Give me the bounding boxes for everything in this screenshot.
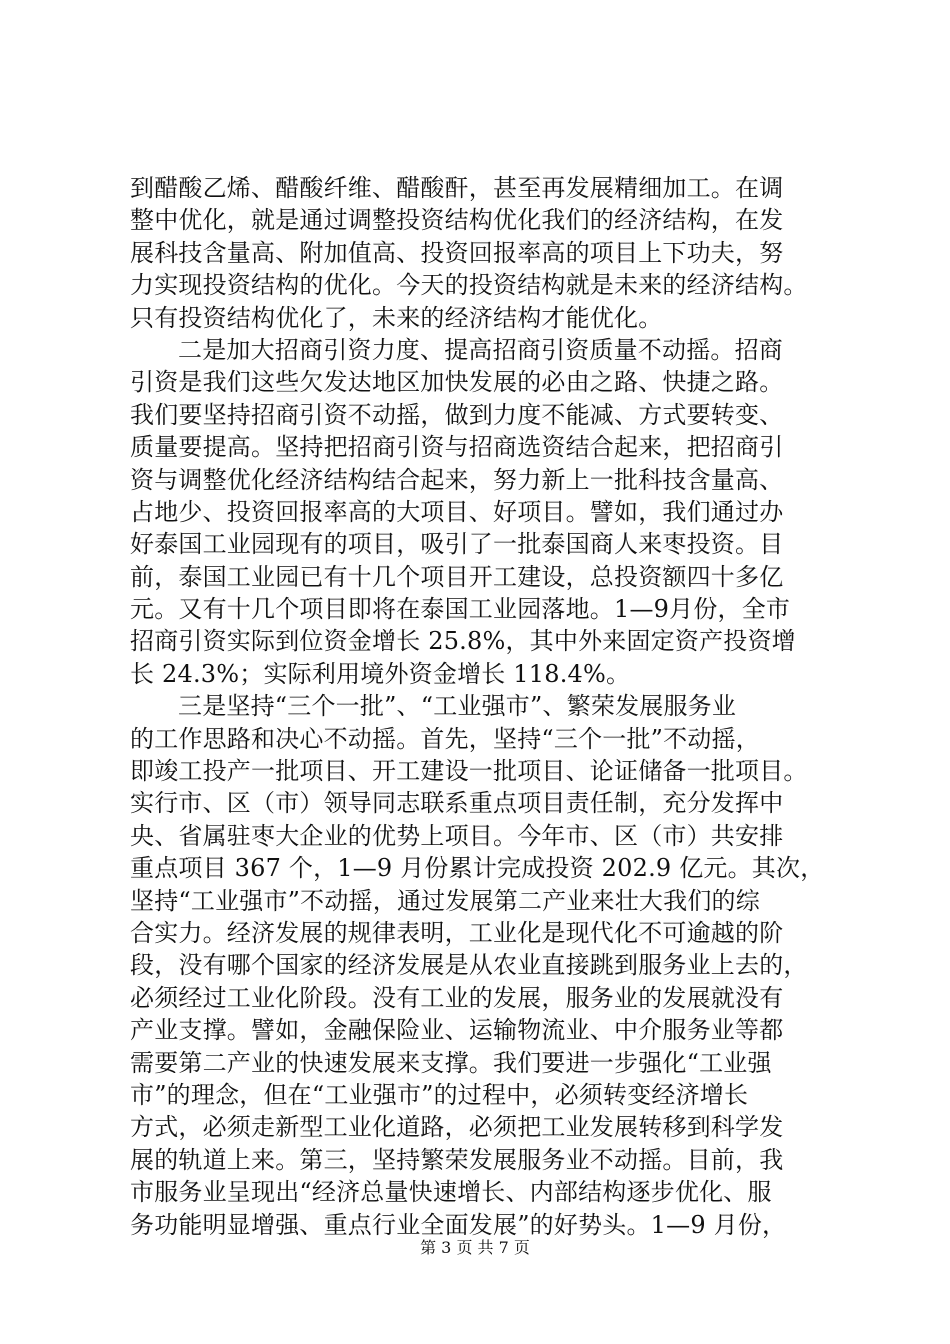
text-line: 合实力。经济发展的规律表明，工业化是现代化不可逾越的阶 bbox=[130, 918, 784, 947]
text-line: 力实现投资结构的优化。今天的投资结构就是未来的经济结构。 bbox=[130, 271, 808, 300]
text-line: 的工作思路和决心不动摇。首先，坚持“三个一批”不动摇， bbox=[130, 724, 760, 753]
text-line: 元。又有十几个项目即将在泰国工业园落地。1—9月份，全市 bbox=[130, 595, 791, 624]
text-line: 重点项目 367 个，1—9 月份累计完成投资 202.9 亿元。其次， bbox=[130, 854, 825, 883]
text-line: 展的轨道上来。第三，坚持繁荣发展服务业不动摇。目前，我 bbox=[130, 1145, 784, 1174]
text-line: 坚持“工业强市”不动摇，通过发展第二产业来壮大我们的综 bbox=[130, 886, 760, 915]
text-line: 到醋酸乙烯、醋酸纤维、醋酸酐，甚至再发展精细加工。在调 bbox=[130, 174, 784, 202]
text-line: 即竣工投产一批项目、开工建设一批项目、论证储备一批项目。 bbox=[130, 757, 808, 786]
text-line: 展科技含量高、附加值高、投资回报率高的项目上下功夫，努 bbox=[130, 238, 784, 267]
text-line: 段，没有哪个国家的经济发展是从农业直接跳到服务业上去的， bbox=[130, 951, 808, 980]
document-body bbox=[130, 172, 860, 1241]
text-line: 占地少、投资回报率高的大项目、好项目。譬如，我们通过办 bbox=[130, 497, 784, 526]
text-line: 市”的理念，但在“工业强市”的过程中，必须转变经济增长 bbox=[130, 1080, 749, 1109]
text-line: 整中优化，就是通过调整投资结构优化我们的经济结构，在发 bbox=[130, 206, 784, 235]
text-line: 务功能明显增强、重点行业全面发展”的好势头。1—9 月份， bbox=[130, 1210, 787, 1239]
text-line: 好泰国工业园现有的项目，吸引了一批泰国商人来枣投资。目 bbox=[130, 530, 784, 559]
text-line: 质量要提高。坚持把招商引资与招商选资结合起来，把招商引 bbox=[130, 433, 784, 462]
text-line: 二是加大招商引资力度、提高招商引资质量不动摇。招商 bbox=[178, 335, 783, 364]
text-line: 引资是我们这些欠发达地区加快发展的必由之路、快捷之路。 bbox=[130, 368, 784, 397]
text-line: 必须经过工业化阶段。没有工业的发展，服务业的发展就没有 bbox=[130, 983, 784, 1012]
text-line: 市服务业呈现出“经济总量快速增长、内部结构逐步优化、服 bbox=[130, 1178, 772, 1207]
text-line: 招商引资实际到位资金增长 25.8%，其中外来固定资产投资增 bbox=[130, 627, 796, 656]
text-line: 我们要坚持招商引资不动摇，做到力度不能减、方式要转变、 bbox=[130, 400, 784, 429]
text-line: 需要第二产业的快速发展来支撑。我们要进一步强化“工业强 bbox=[130, 1048, 772, 1077]
page-footer: 第 3 页 共 7 页 bbox=[420, 1238, 530, 1257]
text-line: 只有投资结构优化了，未来的经济结构才能优化。 bbox=[130, 303, 663, 332]
text-line: 实行市、区（市）领导同志联系重点项目责任制，充分发挥中 bbox=[130, 789, 784, 818]
text-line: 央、省属驻枣大企业的优势上项目。今年市、区（市）共安排 bbox=[130, 821, 784, 850]
text-line: 三是坚持“三个一批”、“工业强市”、繁荣发展服务业 bbox=[178, 692, 737, 721]
text-line: 产业支撑。譬如，金融保险业、运输物流业、中介服务业等都 bbox=[130, 1016, 784, 1045]
text-line: 方式，必须走新型工业化道路，必须把工业发展转移到科学发 bbox=[130, 1113, 784, 1142]
text-line: 前，泰国工业园已有十几个项目开工建设，总投资额四十多亿 bbox=[130, 562, 784, 591]
text-line: 长 24.3%；实际利用境外资金增长 118.4%。 bbox=[130, 659, 631, 688]
text-line: 资与调整优化经济结构结合起来，努力新上一批科技含量高、 bbox=[130, 465, 784, 494]
